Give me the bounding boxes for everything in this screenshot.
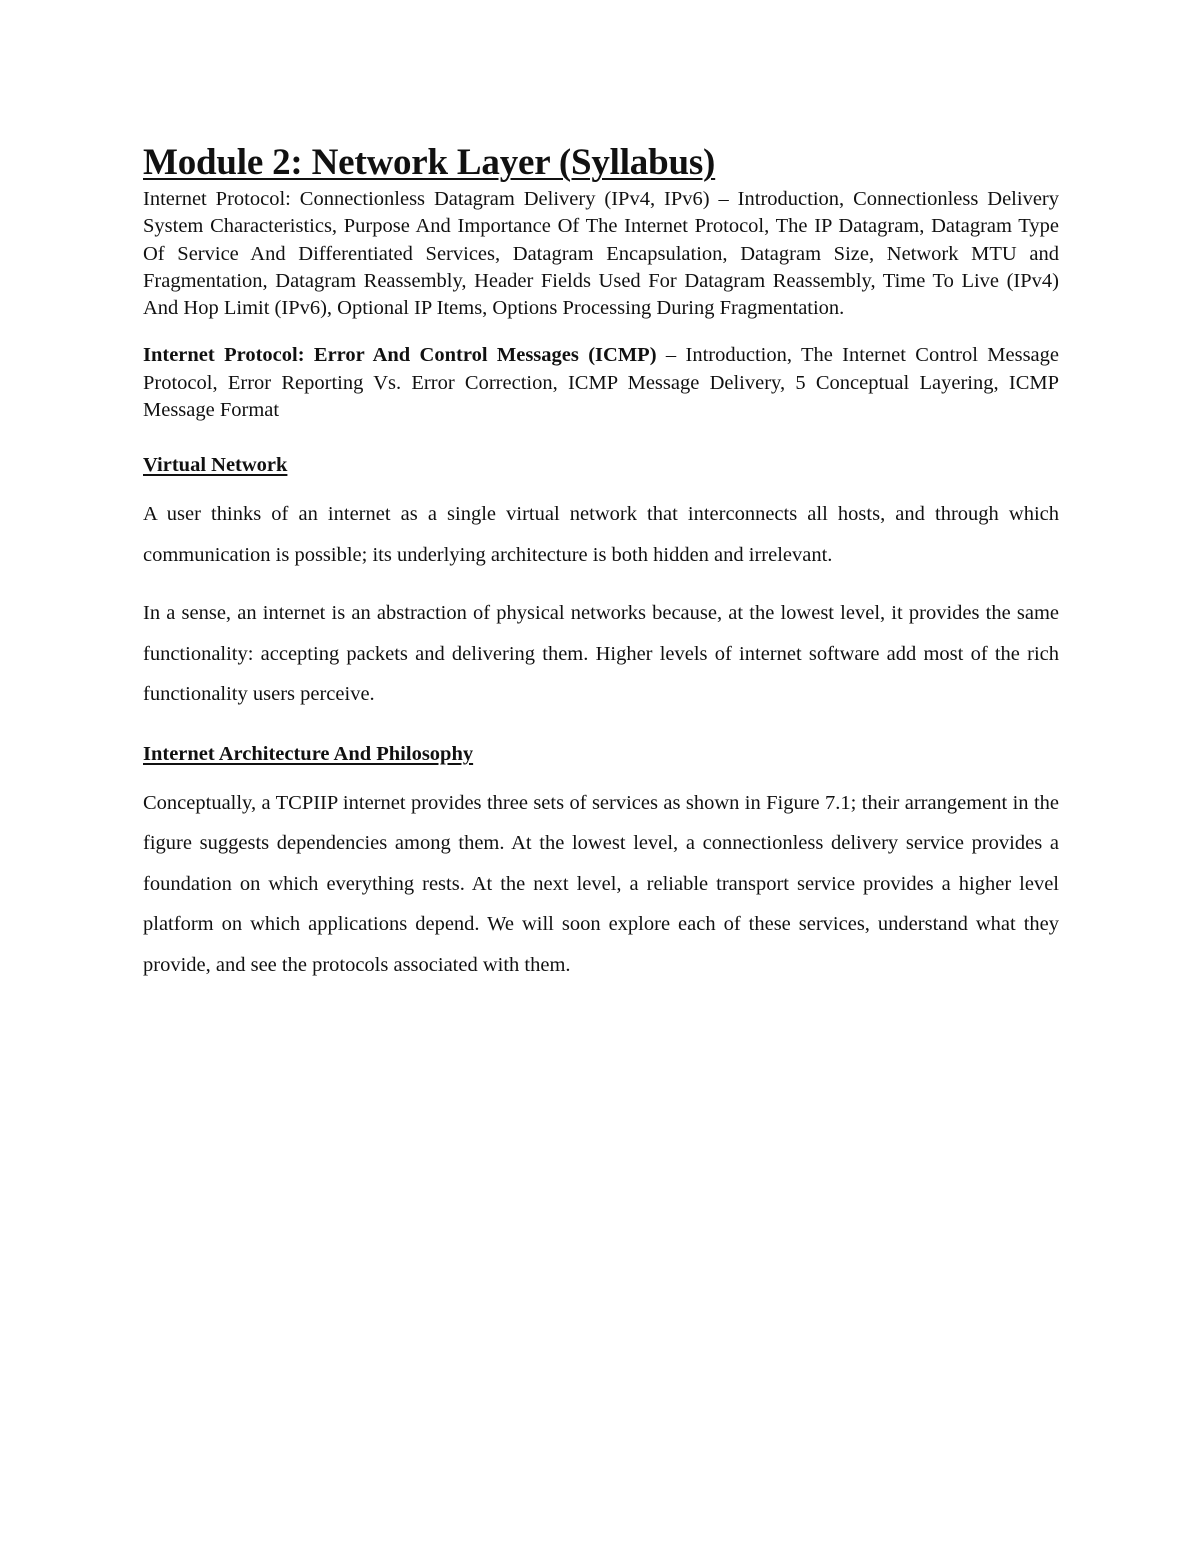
- internet-architecture-paragraph: Conceptually, a TCPIIP internet provides three sets of services as shown in Figure 7.1; their arrangement in the figure suggests dependencies among them. At the lowest level, a connectionless delivery service provides a foundation on which everything rests. At the next level, a reliable transport service provides a higher level platform on which applications depend. We will soon explore each of these services, understand what they provide, and see the protocols associated with them.: [143, 791, 1059, 976]
- section-heading-virtual-network: Virtual Network: [143, 454, 288, 477]
- document-page: [143, 140, 1059, 985]
- syllabus-icmp-text: – Introduction, The Internet Control Message Protocol, Error Reporting Vs. Error Correction, ICMP Message Delivery, 5 Conceptual Layering, ICMP Message Format: [143, 344, 1059, 422]
- page-title: Module 2: Network Layer (Syllabus): [143, 142, 716, 183]
- section-heading-internet-architecture: Internet Architecture And Philosophy: [143, 742, 474, 765]
- syllabus-ip-paragraph: Internet Protocol: Connectionless Datagram Delivery (IPv4, IPv6) – Introduction, Connectionless Delivery System Characteristics, Purpose And Importance Of The Internet Protocol, The IP Datagram, Datagram Type Of Service And Differentiated Services, Datagram Encapsulation, Datagram Size, Network MTU and Fragmentation, Datagram Reassembly, Header Fields Used For Datagram Reassembly, Time To Live (IPv4) And Hop Limit (IPv6), Optional IP Items, Options Processing During Fragmentation.: [143, 188, 1059, 320]
- syllabus-icmp-lead: Internet Protocol: Error And Control Messages (ICMP): [143, 344, 657, 367]
- syllabus-icmp-paragraph: [143, 342, 1059, 424]
- virtual-network-paragraph-2: In a sense, an internet is an abstraction of physical networks because, at the lowest level, it provides the same functionality: accepting packets and delivering them. Higher levels of internet software add most of the rich functionality users perceive.: [143, 602, 1059, 706]
- virtual-network-paragraph-1: A user thinks of an internet as a single virtual network that interconnects all hosts, and through which communication is possible; its underlying architecture is both hidden and irrelevant.: [143, 503, 1059, 566]
